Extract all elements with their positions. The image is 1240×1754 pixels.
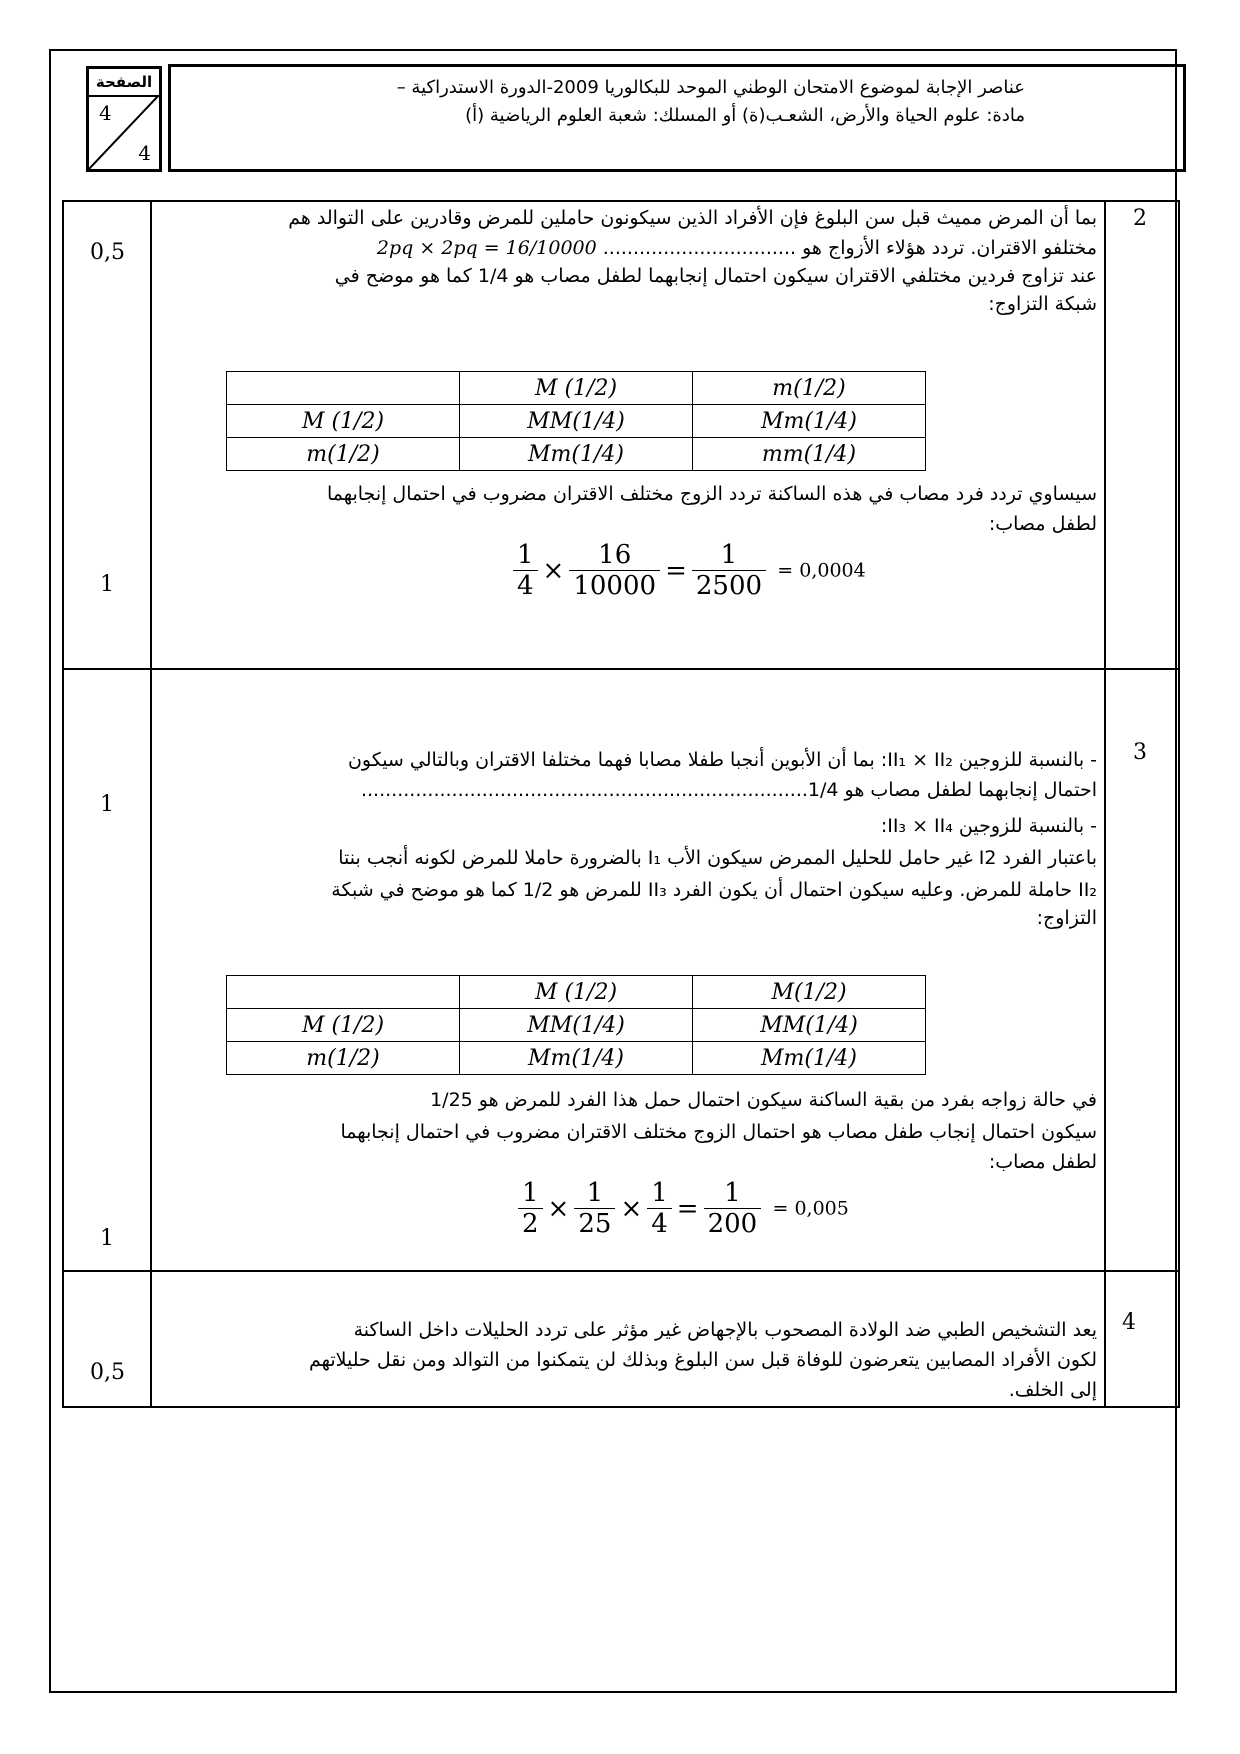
answer-text: عند تزاوج فردين مختلفي الاقتران سيكون احتمال إنجابهما لطفل مصاب هو 1/4 كما هو موضح في [334, 265, 1097, 287]
answer-text: - بالنسبة للزوجين II₁ × II₂: بما أن الأبوين أنجبا طفلا مصابا فهما مختلفا الاقتران وبالتالي سيكون [347, 749, 1097, 771]
punnett-cell: MM(1/4) [693, 1009, 926, 1042]
punnett-cell: M(1/2) [693, 976, 926, 1009]
grid-line [1178, 200, 1180, 1408]
punnett-cell: M (1/2) [227, 1009, 460, 1042]
page-number-box [86, 66, 162, 172]
punnett-cell: MM(1/4) [460, 1009, 693, 1042]
answer-text: لطفل مصاب: [988, 1151, 1097, 1173]
answer-text: احتمال إنجابهما لطفل مصاب هو 1/4.......................................................................... [360, 779, 1097, 801]
punnett-cell: m(1/2) [227, 1042, 460, 1075]
probability-formula: $\frac{1}{2}$ × $\frac{1}{25}$ × $\frac{1}{4}$ = $\frac{1}{200}$ = 0,005 [515, 1178, 849, 1239]
exam-title-box [168, 64, 1186, 172]
grid-line [150, 200, 152, 1408]
probability-formula: $\frac{1}{4}$ × $\frac{16}{10000}$ = $\frac{1}{2500}$ = 0,0004 [510, 540, 866, 601]
punnett-cell: m(1/2) [227, 438, 460, 471]
answer-text: سيساوي تردد فرد مصاب في هذه الساكنة تردد الزوج مختلف الاقتران مضروب في احتمال إنجابهما [326, 483, 1097, 505]
answer-text: التزاوج: [1036, 907, 1097, 929]
score: 1 [100, 572, 114, 597]
punnett-cell: mm(1/4) [693, 438, 926, 471]
punnett-cell: M (1/2) [460, 372, 693, 405]
fraction: $\frac{1}{25}$ [574, 1178, 615, 1239]
question-number: 4 [1122, 1310, 1136, 1335]
grid-line [1104, 200, 1106, 1408]
fraction: $\frac{16}{10000}$ [569, 540, 660, 601]
page-total: 4 [138, 141, 151, 165]
formula-result: = 0,0004 [777, 559, 866, 582]
fraction: $\frac{1}{200}$ [704, 1178, 762, 1239]
answer-text: II₂ حاملة للمرض. وعليه سيكون احتمال أن يكون الفرد II₃ للمرض هو 1/2 كما هو موضح في شبكة [331, 879, 1097, 901]
punnett-cell: m(1/2) [693, 372, 926, 405]
question-number: 2 [1133, 206, 1147, 231]
grid-line [62, 1270, 1180, 1272]
answer-text-line2 [377, 234, 1097, 262]
answer-text: باعتبار الفرد I2 غير حامل للحليل الممرض سيكون الأب I₁ بالضرورة حاملا للمرض لكونه أنجب بنتا [338, 847, 1097, 869]
fraction: $\frac{1}{4}$ [513, 540, 538, 601]
punnett-cell: Mm(1/4) [460, 1042, 693, 1075]
score: 1 [100, 1226, 114, 1251]
answer-text: إلى الخلف. [1008, 1379, 1097, 1401]
punnett-cell [227, 372, 460, 405]
answer-text: في حالة زواجه بفرد من بقية الساكنة سيكون احتمال حمل هذا الفرد للمرض هو 1/25 [430, 1089, 1097, 1111]
punnett-cell: Mm(1/4) [460, 438, 693, 471]
page-label: الصفحة [89, 69, 159, 97]
punnett-cell: Mm(1/4) [693, 1042, 926, 1075]
exam-title-line1: عناصر الإجابة لموضوع الامتحان الوطني الموحد للبكالوريا 2009-الدورة الاستدراكية – [396, 77, 1025, 98]
answer-text: يعد التشخيص الطبي ضد الولادة المصحوب بالإجهاض غير مؤثر على تردد الحليلات داخل الساكنة [353, 1319, 1097, 1341]
punnett-square [226, 975, 926, 1075]
fraction: $\frac{1}{4}$ [647, 1178, 672, 1239]
fraction: $\frac{1}{2}$ [518, 1178, 543, 1239]
formula-result: = 0,005 [772, 1197, 849, 1220]
punnett-cell: MM(1/4) [460, 405, 693, 438]
grid-line [62, 668, 1180, 670]
frequency-formula: 2pq × 2pq = 16/10000 [376, 237, 597, 259]
punnett-cell: M (1/2) [460, 976, 693, 1009]
answer-text: بما أن المرض مميث قبل سن البلوغ فإن الأفراد الذين سيكونون حاملين للمرض وقادرين على التوالد هم [288, 207, 1097, 229]
answer-text: - بالنسبة للزوجين II₃ × II₄: [880, 815, 1097, 837]
grid-line [62, 200, 64, 1408]
score: 0,5 [90, 1360, 125, 1385]
page-number: 4 [99, 101, 112, 125]
dots: ................................ [602, 237, 797, 259]
fraction: $\frac{1}{2500}$ [692, 540, 766, 601]
answer-text: لطفل مصاب: [988, 513, 1097, 535]
answer-text: شبكة التزاوج: [988, 293, 1097, 315]
score: 0,5 [90, 240, 125, 265]
exam-title-line2: مادة: علوم الحياة والأرض، الشعـب(ة) أو المسلك: شعبة العلوم الرياضية (أ) [465, 105, 1025, 126]
score: 1 [100, 792, 114, 817]
punnett-cell: M (1/2) [227, 405, 460, 438]
answer-text: لكون الأفراد المصابين يتعرضون للوفاة قبل سن البلوغ وبذلك لن يتمكنوا من التوالد ومن نقل حليلاتهم [308, 1349, 1097, 1371]
answer-text: مختلفو الاقتران. تردد هؤلاء الأزواج هو [802, 237, 1097, 259]
punnett-cell: Mm(1/4) [693, 405, 926, 438]
answer-text: سيكون احتمال إنجاب طفل مصاب هو احتمال الزوج مختلف الاقتران مضروب في احتمال إنجابهما [340, 1121, 1097, 1143]
grid-line [62, 1406, 1180, 1408]
punnett-cell [227, 976, 460, 1009]
grid-line [62, 200, 1180, 202]
punnett-square [226, 371, 926, 471]
question-number: 3 [1133, 740, 1147, 765]
